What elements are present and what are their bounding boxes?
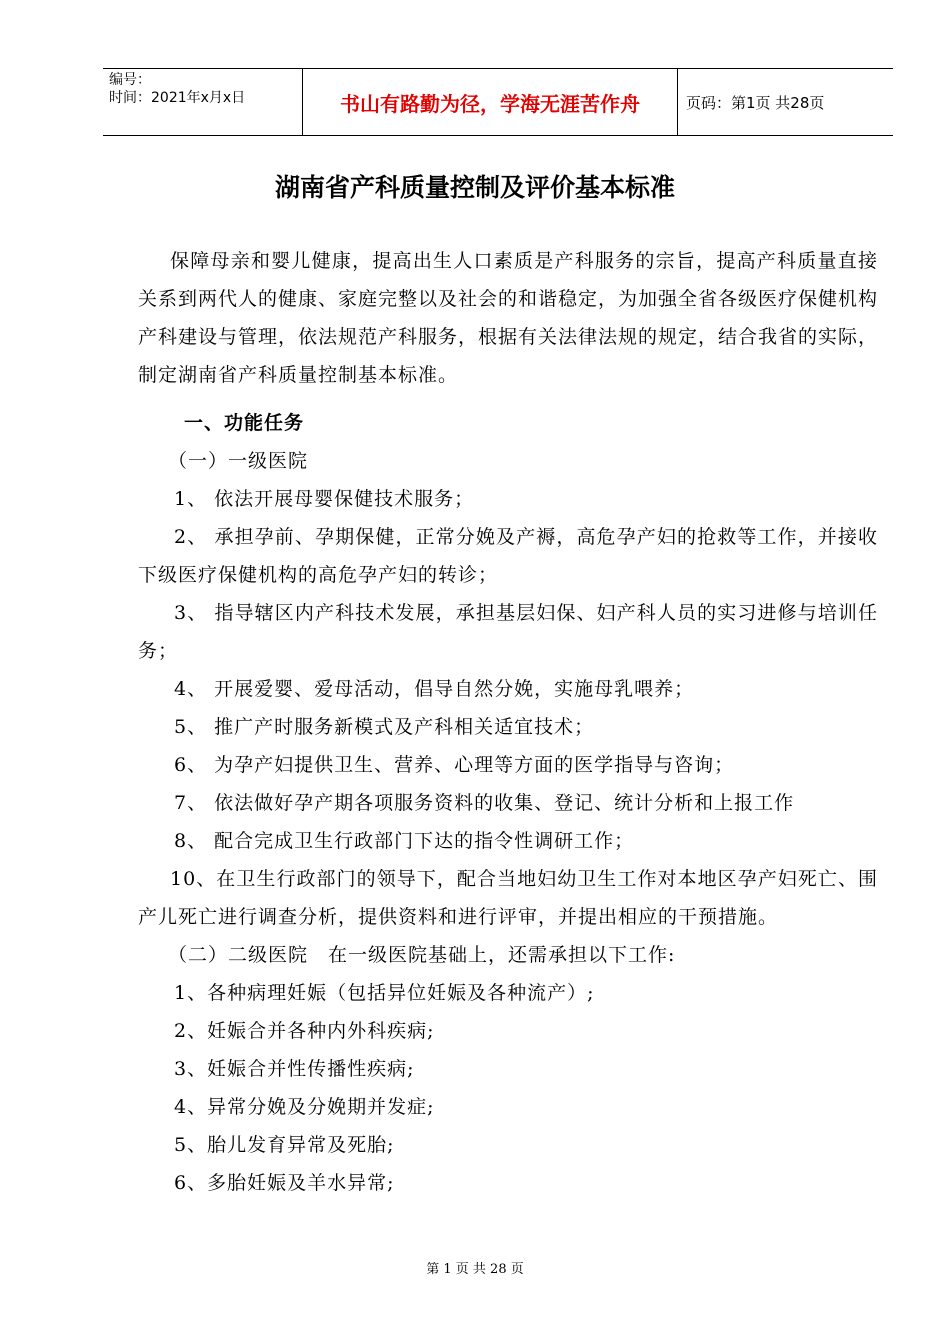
list-item: 2、妊娠合并各种内外科疾病;: [174, 1020, 435, 1042]
number-label: 编号：: [109, 72, 151, 88]
list-item: 4、 开展爱婴、爱母活动，倡导自然分娩，实施母乳喂养；: [174, 678, 695, 700]
subsection-heading: （二）二级医院 在一级医院基础上，还需承担以下工作:: [168, 944, 676, 966]
page-footer: 第 1 页 共 28 页: [426, 1262, 524, 1277]
intro-paragraph: 保障母亲和婴儿健康，提高出生人口素质是产科服务的宗旨，提高产科质量直接关系到两代人的健康、家庭完整以及社会的和谐稳定，为加强全省各级医疗保健机构产科建设与管理，依法规范产科服务，根据有关法律法规的规定，结合我省的实际，制定湖南省产科质量控制基本标准。: [138, 250, 879, 386]
document-body: [138, 242, 878, 1202]
header-motto: 书山有路勤为径，学海无涯苦作舟: [303, 69, 678, 135]
list-item: 2、 承担孕前、孕期保健，正常分娩及产褥，高危孕产妇的抢救等工作，并接收下级医疗保健机构的高危孕产妇的转诊；: [138, 526, 878, 586]
section-heading: 一、功能任务: [184, 412, 305, 434]
list-item: 5、胎儿发育异常及死胎;: [174, 1134, 395, 1156]
page-header: [103, 68, 893, 136]
list-item: 1、各种病理妊娠（包括异位妊娠及各种流产）;: [174, 982, 595, 1004]
time-label: 时间：2021年x月x日: [109, 90, 246, 106]
list-item: 5、 推广产时服务新模式及产科相关适宜技术；: [174, 716, 595, 738]
subsection-heading: （一）一级医院: [168, 450, 309, 472]
list-item: 10、在卫生行政部门的领导下，配合当地妇幼卫生工作对本地区孕产妇死亡、围产儿死亡进行调查分析，提供资料和进行评审，并提出相应的干预措施。: [138, 868, 878, 928]
header-page-info: 页码：第1页 共28页: [686, 93, 825, 112]
list-item: 1、 依法开展母婴保健技术服务；: [174, 488, 475, 510]
list-item: 3、 指导辖区内产科技术发展，承担基层妇保、妇产科人员的实习进修与培训任务；: [138, 602, 878, 662]
header-meta: [103, 69, 303, 135]
list-item: 4、异常分娩及分娩期并发症;: [174, 1096, 435, 1118]
list-item: 8、 配合完成卫生行政部门下达的指令性调研工作；: [174, 830, 635, 852]
list-item: 6、多胎妊娠及羊水异常;: [174, 1172, 395, 1194]
document-title: 湖南省产科质量控制及评价基本标准: [274, 173, 675, 202]
list-item: 3、妊娠合并性传播性疾病;: [174, 1058, 415, 1080]
list-item: 6、 为孕产妇提供卫生、营养、心理等方面的医学指导与咨询；: [174, 754, 735, 776]
list-item: 7、 依法做好孕产期各项服务资料的收集、登记、统计分析和上报工作: [174, 792, 795, 814]
